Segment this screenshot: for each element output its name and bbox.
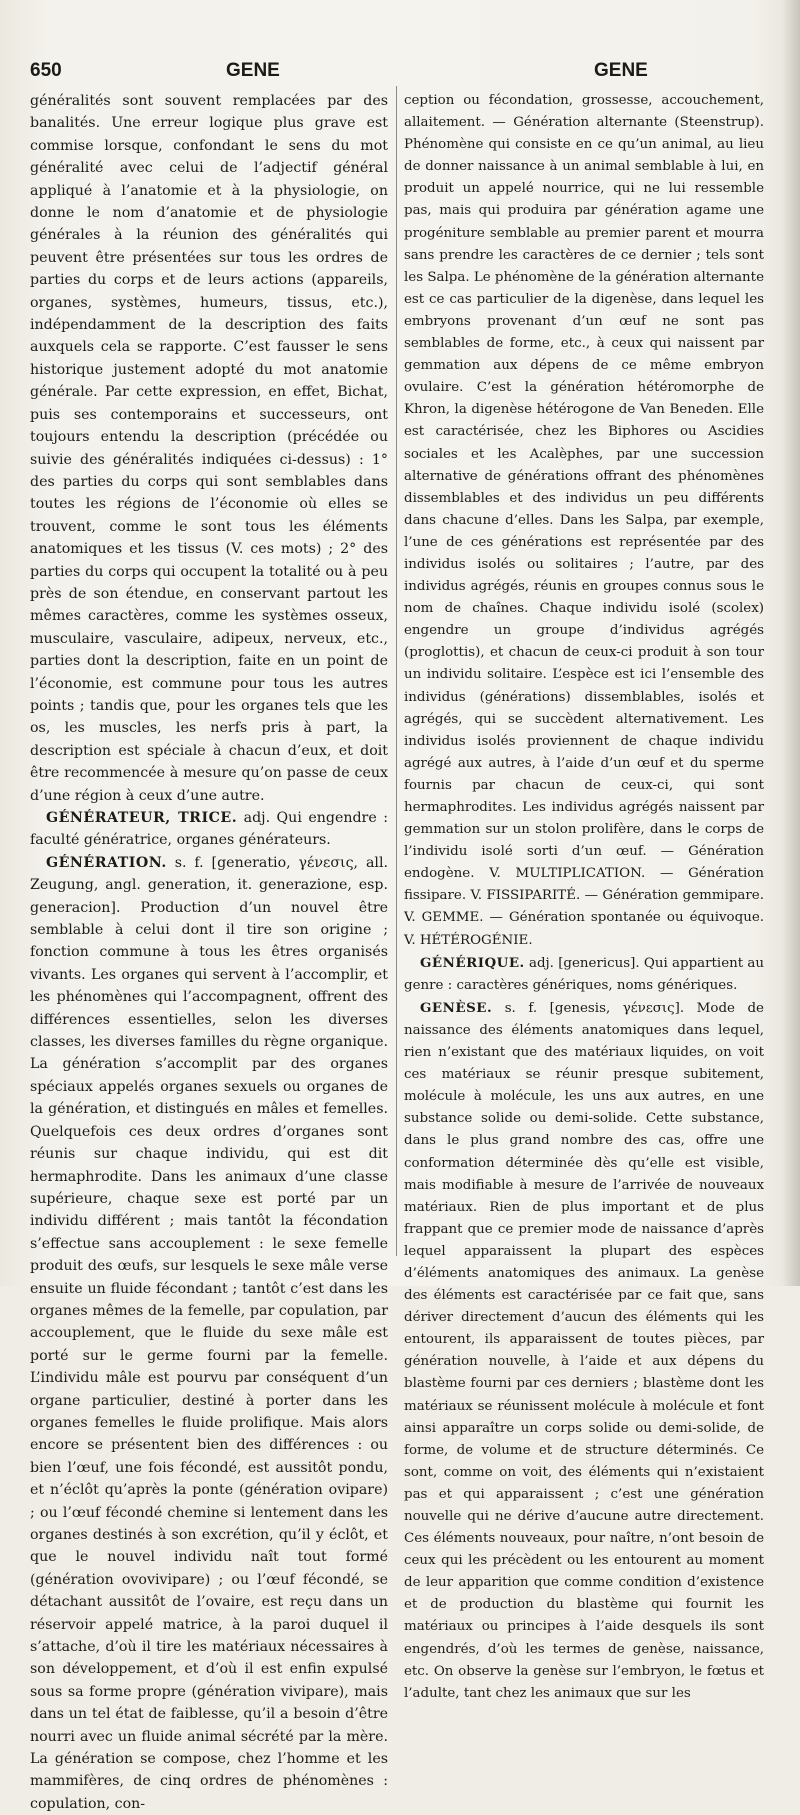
definition-genese: s. f. [genesis, γένεσις]. Mode de naissance des éléments anatomiques dans lequel, rien n’existant que des matériaux liquides, on voit ces matériaux se réunir presque subitement, molécule à molécule, les uns aux autres, en une substance solide ou demi-solide. Cette substance, dans le plus grand nombre des cas, offre une conformation déterminée dès qu’elle est visible, mais modifiable à mesure de l’arrivée de nouveaux matériaux. Rien de plus important et de plus frappant que ce premier mode de naissance d’après lequel apparaissent la plupart des espèces d’éléments anatomiques des animaux. La genèse des éléments est caractérisée par ce fait que, sans dériver directement d’aucun des éléments qui les entourent, ils apparaissent de toutes pièces, par génération nouvelle, à l’aide et aux dépens du blastème fourni par ces derniers ; blastème dont les matériaux se réunissent molécule à molécule et font ainsi apparaître un corps solide ou demi-solide, de forme, de volume et de structure déterminés. Ce sont, comme on voit, des éléments qui n’existaient pas et qui apparaissent ; c’est une génération nouvelle qui ne dérive d’aucune autre directement. Ces éléments nouveaux, pour naître, n’ont besoin de ceux qui les précèdent ou les entourent au moment de leur apparition que comme condition d’existence et de production du blastème qui fournit les matériaux ou principes à l’aide desquels ils sont engendrés, d’où les termes de genèse, naissance, etc. On observe la genèse sur l’embryon, le fœtus et l’adulte, tant chez les animaux que sur les [404,1000,764,1701]
entry-generique [404,952,764,997]
paragraph-generalites: généralités sont souvent remplacées par des banalités. Une erreur logique plus grave est commise lorsque, confondant le sens du mot généralité avec celui de l’adjectif général appliqué à l’anatomie et à la physiologie, on donne le nom d’anatomie et de physiologie générales à la réunion des généralités qui peuvent être présentées sur tous les ordres de parties du corps et de leurs actions (appareils, organes, systèmes, humeurs, tissus, etc.), indépendamment de la description des faits auxquels cela se rapporte. C’est fausser le sens historique justement adopté du mot anatomie générale. Par cette expression, en effet, Bichat, puis ses contemporains et successeurs, ont toujours entendu la description (précédée ou suivie des généralités indiquées ci-dessus) : 1° des parties du corps qui sont semblables dans toutes les régions de l’économie où elles se trouvent, comme le sont tous les éléments anatomiques et les tissus (V. ces mots) ; 2° des parties du corps qui occupent la totalité ou à peu près de son étendue, en conservant partout les mêmes caractères, comme les systèmes osseux, musculaire, vasculaire, adipeux, nerveux, etc., parties dont la description, faite en un point de l’économie, est commune pour tous les autres points ; tandis que, pour les organes tels que les os, les muscles, les nerfs pris à part, la description est spéciale à chacun d’eux, et doit être recommencée à mesure qu’on passe de ceux d’une région à ceux d’une autre. [30,93,388,804]
running-head-left: GENE [226,60,280,81]
headword-generateur: GÉNÉRATEUR, TRICE. [46,810,238,826]
page-edge-shadow [782,0,800,1286]
running-head-right: GENE [594,60,648,81]
headword-generation: GÉNÉRATION. [46,854,167,871]
left-column [30,90,388,1812]
headword-generique: GÉNÉRIQUE. [420,954,525,971]
paragraph-generation-continued: ception ou fécondation, grossesse, accouchement, allaitement. — Génération alternante (Steenstrup). Phénomène qui consiste en ce qu’un animal, au lieu de donner naissance à un animal semblable à lui, en produit un appelé nourrice, qui ne lui ressemble pas, mais qui produira par génération agame une progéniture semblable au premier parent et mourra sans prendre les caractères de ce dernier ; tels sont les Salpa. Le phénomène de la génération alternante est ce cas particulier de la digenèse, dans lequel les embryons provenant d’un œuf ne sont pas semblables de forme, etc., à ceux qui naissent par gemmation aux dépens de ce même embryon ovulaire. C’est la génération hétéromorphe de Khron, la digenèse hétérogone de Van Beneden. Elle est caractérisée, chez les Biphores ou Ascidies sociales et les Acalèphes, par une succession alternative de générations offrant des phénomènes dissemblables et des individus un peu différents dans chacune d’elles. Dans les Salpa, par exemple, l’une de ces générations est représentée par des individus isolés ou solitaires ; l’autre, par des individus agrégés, réunis en groupes connus sous le nom de chaînes. Chaque individu isolé (scolex) engendre un groupe d’individus agrégés (proglottis), et chacun de ceux-ci produit à son tour un individu solitaire. L’espèce est ici l’ensemble des individus (générations) dissemblables, isolés et agrégés, qui se succèdent alternativement. Les individus isolés proviennent de chaque individu agrégé aux autres, à l’aide d’un œuf et du sperme fournis par chacun de ceux-ci, qui sont hermaphrodites. Les individus agrégés naissent par gemmation sur un stolon prolifère, dans le corps de l’individu isolé sorti d’un œuf. — Génération endogène. V. MULTIPLICATION. — Génération fissipare. V. FISSIPARITÉ. — Génération gemmipare. V. GEMME. — Génération spontanée ou équivoque. V. HÉTÉROGÉNIE. [404,93,764,948]
definition-generateur: adj. Qui engendre : faculté génératrice, organes générateurs. [30,810,388,849]
definition-generique: adj. [genericus]. Qui appartient au genre : caractères génériques, noms génériques. [404,955,764,993]
headword-genese: GENÈSE. [420,999,493,1016]
right-column [404,90,764,1701]
column-divider [396,86,397,1256]
definition-generation: s. f. [generatio, γένεσις, all. Zeugung, angl. generation, it. generazione, esp. generacion]. Production d’un nouvel être semblable à celui dont il tire son origine ; fonction commune à tous les êtres organisés vivants. Les organes qui servent à l’accomplir, et les phénomènes qui l’accompagnent, offrent des différences essentielles, selon les diverses classes, les diverses familles du règne organique. La génération s’accomplit par des organes spéciaux appelés organes sexuels ou organes de la génération, et distingués en mâles et femelles. Quelquefois ces deux ordres d’organes sont réunis sur chaque individu, qui est dit hermaphrodite. Dans les animaux d’une classe supérieure, chaque sexe est porté par un individu différent ; mais tantôt la fécondation s’effectue sans accouplement : le sexe femelle produit des œufs, sur lesquels le sexe mâle verse ensuite un fluide fécondant ; tantôt c’est dans les organes mêmes de la femelle, par copulation, par accouplement, que le fluide du sexe mâle est porté sur le germe fourni par la femelle. L’individu mâle est pourvu par conséquent d’un organe particulier, destiné à porter dans les organes femelles le fluide prolifique. Mais alors encore se présentent bien des différences : ou bien l’œuf, une fois fécondé, est aussitôt pondu, et n’éclôt qu’après la ponte (génération ovipare) ; ou l’œuf fécondé chemine si lentement dans les organes destinés à son excrétion, qu’il y éclôt, et que le nouvel individu naît tout formé (génération ovovivipare) ; ou l’œuf fécondé, se détachant aussitôt de l’ovaire, est reçu dans un réservoir appelé matrice, à la paroi duquel il s’attache, d’où il tire les matériaux nécessaires à son développement, et d’où il est enfin expulsé sous sa forme propre (génération vivipare), mais dans un tel état de faiblesse, qu’il a besoin d’être nourri avec un fluide animal sécrété par la mère. La génération se compose, chez l’homme et les mammifères, de cinq ordres de phénomènes : copulation, con- [30,854,388,1812]
entry-generateur [30,807,388,852]
page-number: 650 [30,60,62,81]
page-header [30,60,780,86]
entry-genese [404,997,764,1705]
entry-generation [30,852,388,1815]
